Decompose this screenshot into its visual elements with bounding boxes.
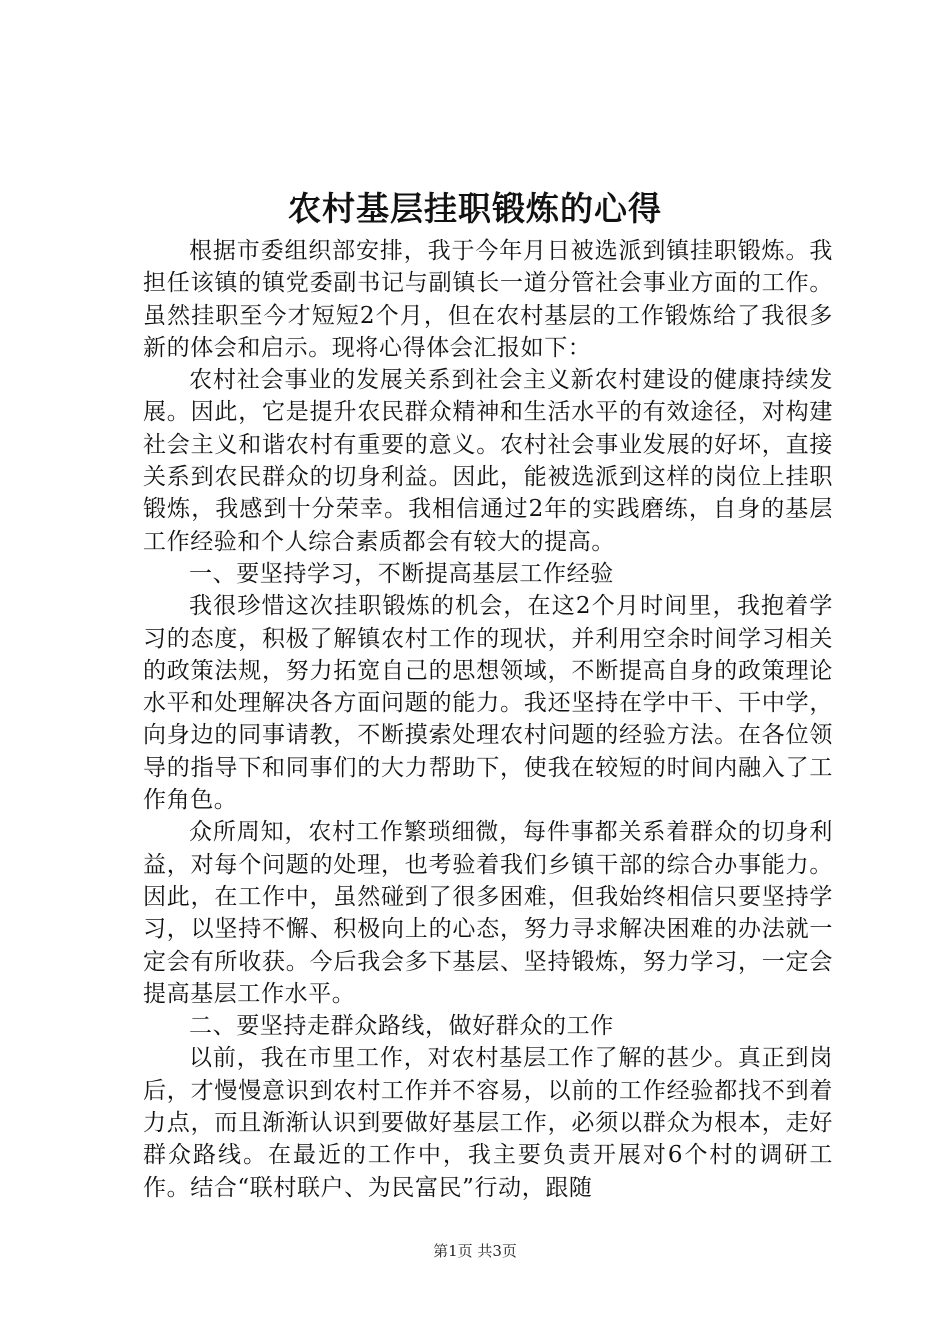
paragraph-significance: 农村社会事业的发展关系到社会主义新农村建设的健康持续发展。因此，它是提升农民群众精神和生活水平的有效途径，对构建社会主义和谐农村有重要的意义。农村社会事业发展的好坏，直接关系到农民群众的切身利益。因此，能被选派到这样的岗位上挂职锻炼，我感到十分荣幸。我相信通过2年的实践磨练，自身的基层工作经验和个人综合素质都会有较大的提高。 [143,367,833,555]
paragraph-learning: 我很珍惜这次挂职锻炼的机会，在这2个月时间里，我抱着学习的态度，积极了解镇农村工作的现状，并利用空余时间学习相关的政策法规，努力拓宽自己的思想领域，不断提高自身的政策理论水平和处理解决各方面问题的能力。我还坚持在学中干、干中学，向身边的同事请教，不断摸索处理农村问题的经验方法。在各位领导的指导下和同事们的大力帮助下，使我在较短的时间内融入了工作角色。 [143,593,833,814]
page-number-footer: 第1页 共3页 [433,1242,517,1260]
document-title: 农村基层挂职锻炼的心得 [288,189,662,228]
section-heading-2: 二、要坚持走群众路线，做好群众的工作 [189,1013,614,1040]
paragraph-mass-line: 以前，我在市里工作，对农村基层工作了解的甚少。真正到岗后，才慢慢意识到农村工作并不容易，以前的工作经验都找不到着力点，而且渐渐认识到要做好基层工作，必须以群众为根本，走好群众路线。在最近的工作中，我主要负责开展对6个村的调研工作。结合“联村联户、为民富民”行动，跟随 [143,1045,833,1201]
section-heading-1: 一、要坚持学习，不断提高基层工作经验 [189,560,614,587]
document-body [143,235,833,1204]
paragraph-intro: 根据市委组织部安排，我于今年月日被选派到镇挂职锻炼。我担任该镇的镇党委副书记与副镇长一道分管社会事业方面的工作。虽然挂职至今才短短2个月，但在农村基层的工作锻炼给了我很多新的体会和启示。现将心得体会汇报如下： [143,238,833,361]
paragraph-difficulties: 众所周知，农村工作繁琐细微，每件事都关系着群众的切身利益，对每个问题的处理，也考验着我们乡镇干部的综合办事能力。因此，在工作中，虽然碰到了很多困难，但我始终相信只要坚持学习，以坚持不懈、积极向上的心态，努力寻求解决困难的办法就一定会有所收获。今后我会多下基层、坚持锻炼，努力学习，一定会提高基层工作水平。 [143,819,833,1007]
